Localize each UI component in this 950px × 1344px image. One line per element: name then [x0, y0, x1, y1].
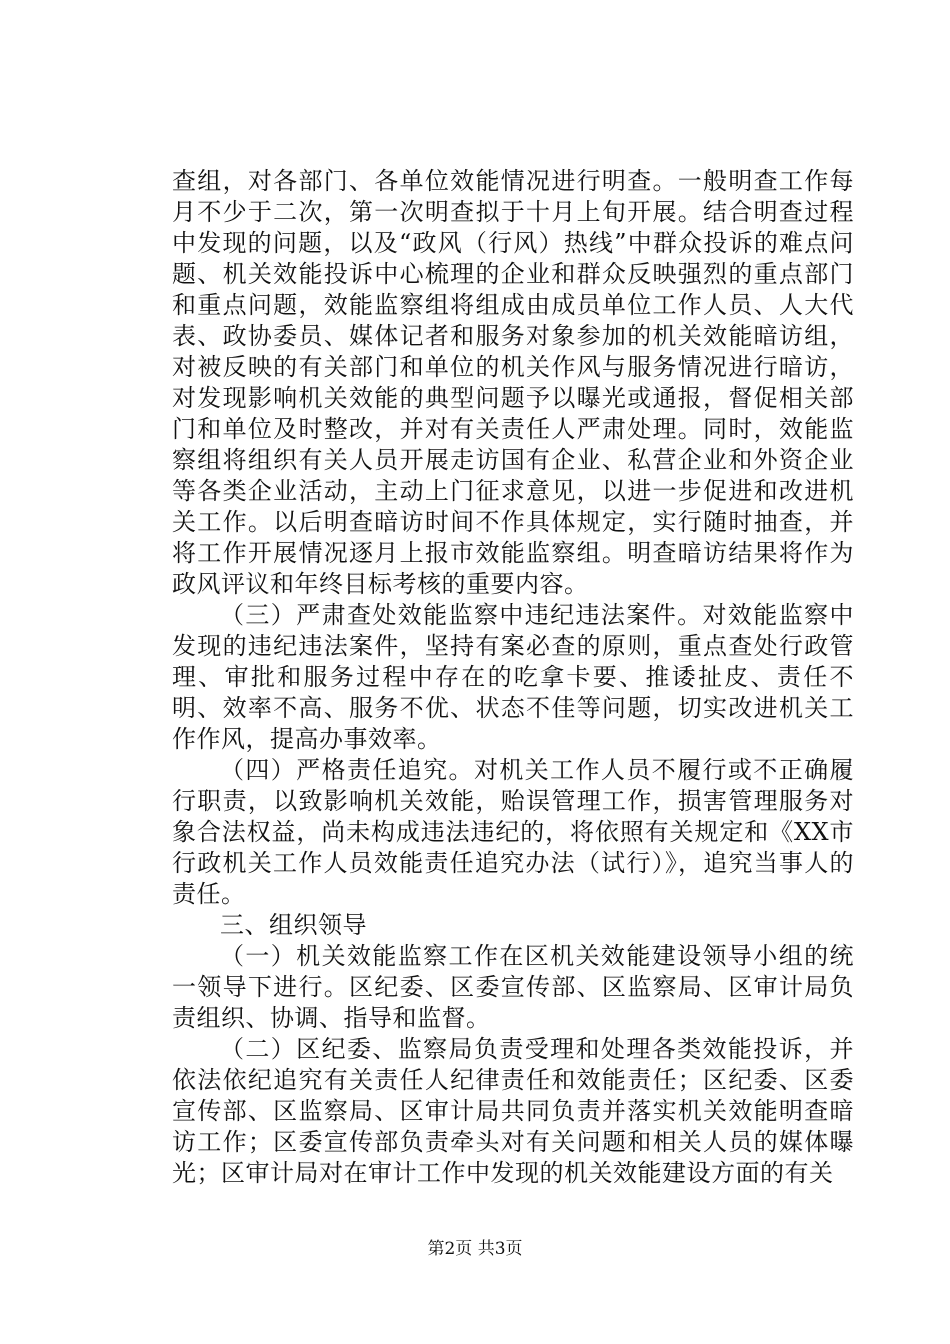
paragraph-continued-inspection: 查组，对各部门、各单位效能情况进行明查。一般明查工作每月不少于二次，第一次明查拟于十月上旬开展。结合明查过程中发现的问题，以及“政风（行风）热线”中群众投诉的难点问题、机关效能投诉中心梳理的企业和群众反映强烈的重点部门和重点问题，效能监察组将组成由成员单位工作人员、人大代表、政协委员、媒体记者和服务对象参加的机关效能暗访组，对被反映的有关部门和单位的机关作风与服务情况进行暗访，对发现影响机关效能的典型问题予以曝光或通报，督促相关部门和单位及时整改，并对有关责任人严肃处理。同时，效能监察组将组织有关人员开展走访国有企业、私营企业和外资企业等各类企业活动，主动上门征求意见，以进一步促进和改进机关工作。以后明查暗访时间不作具体规定，实行随时抽查，并将工作开展情况逐月上报市效能监察组。明查暗访结果将作为政风评议和年终目标考核的重要内容。 — [172, 167, 854, 598]
page-number-footer: 第2页 共3页 — [427, 1239, 523, 1259]
paragraph-section-4: （四）严格责任追究。对机关工作人员不履行或不正确履行职责，以致影响机关效能，贻误管理工作，损害管理服务对象合法权益，尚未构成违法违纪的，将依照有关规定和《XX市行政机关工作人员效能责任追究办法（试行）》，追究当事人的责任。 — [172, 756, 854, 908]
paragraph-section-3: （三）严肃查处效能监察中违纪违法案件。对效能监察中发现的违纪违法案件，坚持有案必查的原则，重点查处行政管理、审批和服务过程中存在的吃拿卡要、推诿扯皮、责任不明、效率不高、服务不优、状态不佳等问题，切实改进机关工作作风，提高办事效率。 — [172, 601, 854, 753]
heading-organization-leadership: 三、组织领导 — [220, 911, 367, 939]
paragraph-leadership-1: （一）机关效能监察工作在区机关效能建设领导小组的统一领导下进行。区纪委、区委宣传部、区监察局、区审计局负责组织、协调、指导和监督。 — [172, 942, 854, 1032]
document-body — [172, 166, 854, 1189]
paragraph-leadership-2: （二）区纪委、监察局负责受理和处理各类效能投诉，并依法依纪追究有关责任人纪律责任和效能责任；区纪委、区委宣传部、区监察局、区审计局共同负责并落实机关效能明查暗访工作；区委宣传部负责牵头对有关问题和相关人员的媒体曝光；区审计局对在审计工作中发现的机关效能建设方面的有关 — [172, 1035, 854, 1187]
